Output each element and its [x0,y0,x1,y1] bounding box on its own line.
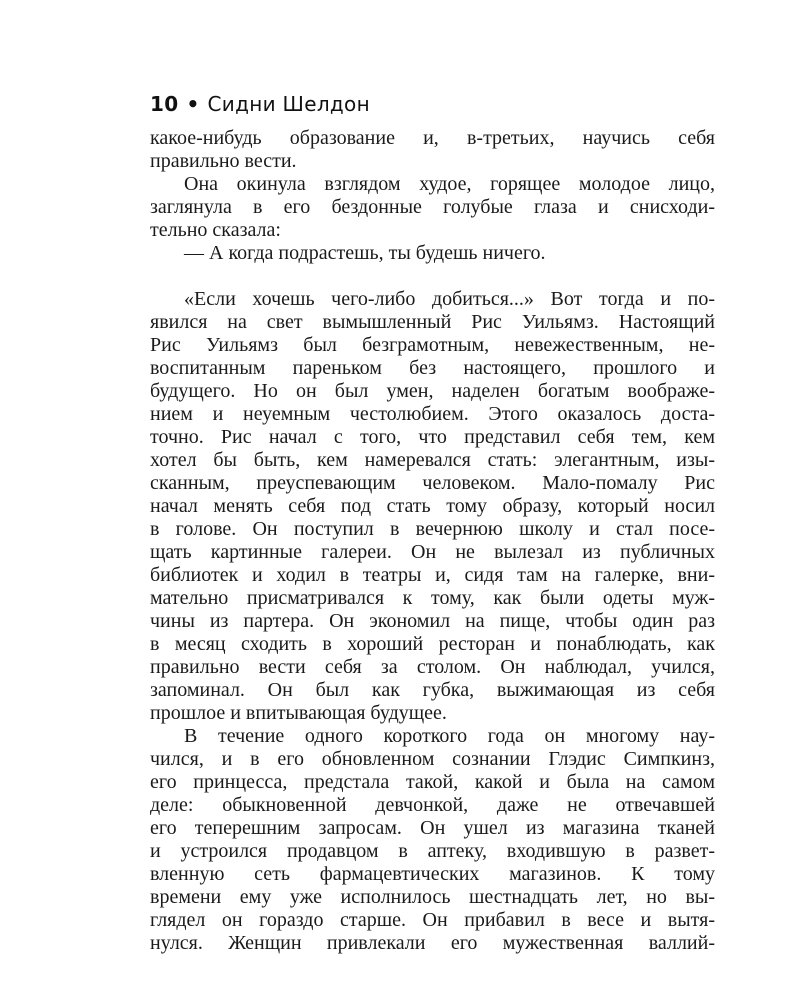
text-line: запоминал. Он был как губка, выжимающая из себя [150,679,715,701]
text-line: заглянула в его бездонные голубые глаза и снисходи- [150,196,715,218]
text-line: чины из партера. Он экономил на пище, чтобы один раз [150,610,715,632]
text-line: прошлое и впитывающая будущее. [150,702,447,724]
running-head [150,92,370,116]
text-line: правильно вести. [150,150,297,172]
text-line: В течение одного короткого года он многому нау- [184,725,715,747]
text-line: щать картинные галереи. Он не вылезал из публичных [150,541,715,563]
body-text [150,127,715,955]
author-name: Сидни Шелдон [207,92,370,116]
text-line: Она окинула взглядом худое, горящее молодое лицо, [184,173,715,195]
text-line: мательно присматривался к тому, как были одеты муж- [150,587,715,609]
text-line: в месяц сходить в хороший ресторан и понаблюдать, как [150,633,715,655]
text-line: и устроился продавцом в аптеку, входившую в развет- [150,840,715,862]
text-line: нулся. Женщин привлекали его мужественная валлий- [150,932,715,954]
text-line: Рис Уильямз был безграмотным, невежественным, не- [150,334,715,356]
text-line: начал менять себя под стать тому образу, который носил [150,495,715,517]
text-line: глядел он гораздо старше. Он прибавил в весе и вытя- [150,909,715,931]
page-number: 10 [150,92,179,116]
text-line: явился на свет вымышленный Рис Уильямз. Настоящий [150,311,715,333]
header-separator: • [186,92,200,116]
paragraph-break [150,265,715,288]
text-line: нием и неуемным честолюбием. Этого оказалось доста- [150,403,715,425]
text-line: деле: обыкновенной девчонкой, даже не отвечавшей [150,794,715,816]
text-line: его принцесса, предстала такой, какой и была на самом [150,771,715,793]
text-line: какое-нибудь образование и, в-третьих, научись себя [150,127,715,149]
text-line: «Если хочешь чего-либо добиться...» Вот тогда и по- [184,288,715,310]
text-line: времени ему уже исполнилось шестнадцать лет, но вы- [150,886,715,908]
text-line: сканным, преуспевающим человеком. Мало-помалу Рис [150,472,715,494]
text-line: вленную сеть фармацевтических магазинов. К тому [150,863,715,885]
text-line: хотел бы быть, кем намеревался стать: элегантным, изы- [150,449,715,471]
text-line: в голове. Он поступил в вечернюю школу и стал посе- [150,518,715,540]
text-line: чился, и в его обновленном сознании Глэдис Симпкинз, [150,748,715,770]
text-line: будущего. Но он был умен, наделен богатым воображе- [150,380,715,402]
text-line: его теперешним запросам. Он ушел из магазина тканей [150,817,715,839]
text-line: — А когда подрастешь, ты будешь ничего. [184,242,546,264]
text-line: правильно вести себя за столом. Он наблюдал, учился, [150,656,715,678]
text-line: воспитанным пареньком без настоящего, прошлого и [150,357,715,379]
text-line: точно. Рис начал с того, что представил себя тем, кем [150,426,715,448]
text-line: тельно сказала: [150,219,281,241]
text-line: библиотек и ходил в театры и, сидя там на галерке, вни- [150,564,715,586]
